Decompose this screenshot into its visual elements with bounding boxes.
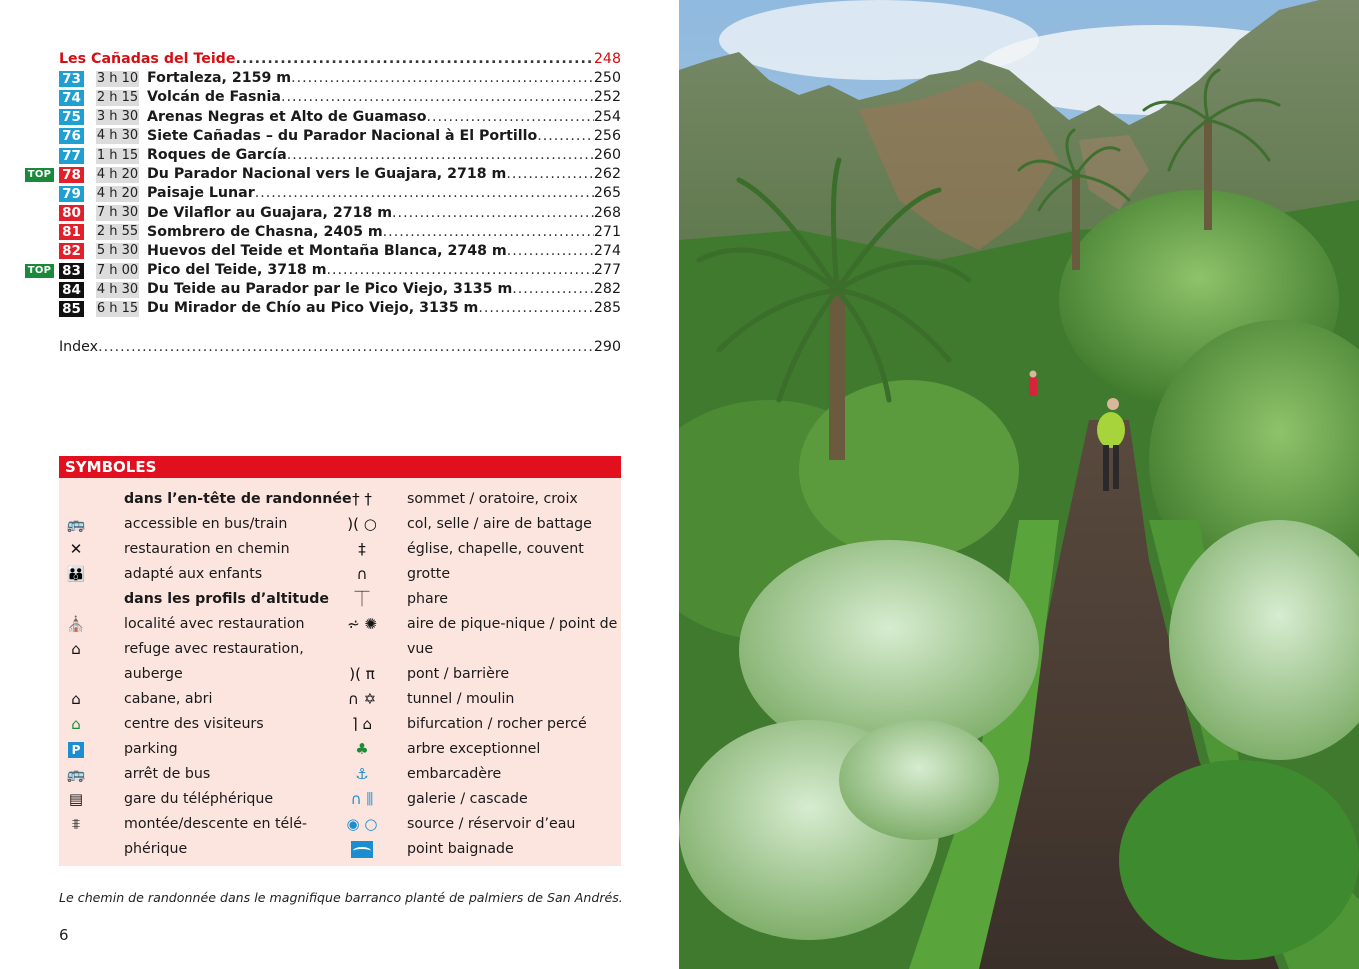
picnic-viewpoint-icon: ⩫ ✺ [347, 615, 377, 633]
toc-route-line[interactable] [59, 127, 621, 146]
route-page: 256 [593, 127, 621, 144]
symbol-description: centre des visiteurs [124, 716, 264, 732]
symbol-row [337, 512, 621, 537]
symbol-description: église, chapelle, couvent [407, 541, 584, 557]
toc-leader-dots [506, 165, 594, 184]
symbol-row [59, 737, 349, 762]
photo-caption: Le chemin de randonnée dans le magnifique barranco planté de palmiers de San Andrés. [59, 890, 623, 905]
symbol-row [337, 562, 621, 587]
pass-saddle-icon: )( ○ [347, 515, 377, 533]
route-title: De Vilaflor au Guajara, 2718 m [147, 204, 393, 221]
symbol-description: localité avec restauration [124, 616, 305, 632]
route-title: Pico del Teide, 3718 m [147, 262, 327, 279]
route-number-badge: 78 [59, 167, 84, 183]
route-number-badge: 81 [59, 224, 84, 240]
parking-icon-glyph: P [68, 742, 84, 758]
symbols-right-column [337, 487, 621, 862]
route-number-badge: 75 [59, 109, 84, 125]
route-page: 285 [593, 300, 621, 317]
symbol-description: galerie / cascade [407, 791, 528, 807]
cave-icon: ∩ [356, 565, 368, 583]
symbol-row [59, 587, 349, 612]
toc-route-line[interactable] [59, 184, 621, 203]
toc-leader-dots [507, 242, 594, 261]
route-duration: 7 h 30 [96, 205, 139, 221]
symbol-row [59, 612, 349, 637]
symbol-description: pont / barrière [407, 666, 510, 682]
toc-route-row [59, 280, 621, 299]
symbol-row [59, 487, 352, 512]
symbol-description: tunnel / moulin [407, 691, 515, 707]
symbol-row [59, 687, 349, 712]
route-duration: 4 h 30 [96, 128, 139, 144]
toc-route-line[interactable] [59, 223, 621, 242]
toc-route-row [27, 165, 621, 184]
symbol-row [59, 762, 349, 787]
photo-barranco-palms [679, 0, 1359, 969]
toc-leader-dots [255, 184, 594, 203]
refuge-icon: ⌂ [71, 640, 81, 658]
symbol-row [59, 637, 349, 662]
symbol-row [337, 762, 621, 787]
toc-route-line[interactable] [59, 280, 621, 299]
toc-route-line[interactable] [59, 242, 621, 261]
symbol-description: gare du téléphérique [124, 791, 274, 807]
cable-car-station-icon: ▤ [68, 790, 84, 808]
toc-index-title: Index [59, 338, 99, 355]
toc-route-row [59, 184, 621, 203]
symbol-row [337, 587, 621, 612]
symbol-description: adapté aux enfants [124, 566, 263, 582]
symbol-description: bifurcation / rocher percé [407, 716, 587, 732]
toc-leader-dots [537, 127, 594, 146]
lighthouse-icon: ⏉ [354, 590, 370, 608]
symbol-row [337, 487, 621, 512]
route-number-badge: 76 [59, 128, 84, 144]
toc-route-row [59, 108, 621, 127]
symbols-legend [59, 478, 621, 866]
tree-icon: ♣ [355, 740, 369, 758]
route-duration: 6 h 15 [96, 301, 139, 317]
route-page: 265 [593, 185, 621, 202]
symbol-row [59, 537, 349, 562]
cutlery-icon: ✕ [69, 540, 83, 558]
symbol-description: col, selle / aire de battage [407, 516, 592, 532]
symbol-description: dans l’en-tête de randonnée [124, 491, 352, 507]
symbol-row [59, 662, 349, 687]
route-duration: 4 h 30 [96, 281, 139, 297]
route-page: 252 [593, 89, 621, 106]
symbols-header: SYMBOLES [59, 456, 621, 478]
toc-route-row [59, 127, 621, 146]
toc-route-row [59, 88, 621, 107]
summit-cross-icon: † † [352, 490, 372, 508]
toc-route-line[interactable] [59, 69, 621, 88]
toc-route-row [27, 261, 621, 280]
route-number-badge: 80 [59, 205, 84, 221]
symbol-row [59, 512, 349, 537]
symbol-description: refuge avec restauration, [124, 641, 304, 657]
toc-leader-dots [512, 280, 594, 299]
route-number-badge: 73 [59, 71, 84, 87]
symbol-row [337, 687, 621, 712]
route-title: Fortaleza, 2159 m [147, 70, 292, 87]
tunnel-mill-icon: ∩ ✡ [347, 690, 377, 708]
toc-route-line[interactable] [59, 108, 621, 127]
route-page: 262 [593, 166, 621, 183]
route-page: 282 [593, 281, 621, 298]
church-icon: ‡ [358, 540, 366, 558]
symbol-row [337, 837, 621, 862]
route-title: Paisaje Lunar [147, 185, 255, 202]
route-title: Volcán de Fasnia [147, 89, 281, 106]
toc-index-page: 290 [593, 338, 621, 355]
bridge-barrier-icon: )( π [349, 665, 375, 683]
symbol-row [59, 787, 349, 812]
route-duration: 2 h 55 [96, 224, 139, 240]
toc-leader-dots [427, 108, 594, 127]
symbols-left-column [59, 487, 352, 862]
toc-index-line[interactable] [59, 338, 621, 357]
route-title: Du Parador Nacional vers le Guajara, 2718 m [147, 166, 507, 183]
symbol-description: grotte [407, 566, 451, 582]
symbol-description: arbre exceptionnel [407, 741, 541, 757]
family-icon: 👪 [66, 565, 86, 583]
route-number-badge: 82 [59, 243, 84, 259]
symbol-description: embarcadère [407, 766, 502, 782]
route-page: 260 [593, 146, 621, 163]
toc-leader-dots [291, 69, 594, 88]
symbol-description: restauration en chemin [124, 541, 290, 557]
route-duration: 4 h 20 [96, 166, 139, 182]
symbol-row [337, 712, 621, 737]
symbol-row [59, 812, 349, 837]
toc-section-title: Les Cañadas del Teide [59, 51, 236, 67]
toc-leader-dots [287, 146, 594, 165]
route-page: 254 [593, 108, 621, 125]
route-title: Du Mirador de Chío au Pico Viejo, 3135 m [147, 300, 479, 317]
cable-car-icon: ⩨ [71, 815, 81, 833]
symbol-row [337, 637, 621, 662]
symbol-description: accessible en bus/train [124, 516, 288, 532]
toc-route-row [59, 223, 621, 242]
toc-leader-dots [392, 204, 594, 223]
fork-rock-arch-icon: ⌉ ⌂ [351, 715, 373, 733]
symbol-description: phare [407, 591, 448, 607]
symbol-description: sommet / oratoire, croix [407, 491, 578, 507]
gallery-waterfall-icon: ∩ ⫼ [350, 790, 374, 808]
hiker-figure-distant [1029, 371, 1037, 397]
route-title: Huevos del Teide et Montaña Blanca, 2748 m [147, 242, 507, 259]
symbol-row [337, 537, 621, 562]
route-title: Du Teide au Parador par le Pico Viejo, 3135 m [147, 281, 513, 298]
symbol-row [337, 737, 621, 762]
page-number: 6 [59, 926, 69, 944]
top-badge: TOP [25, 264, 54, 278]
symbol-description: montée/descente en télé- [124, 816, 308, 832]
toc-route-line[interactable] [59, 204, 621, 223]
spring-reservoir-icon: ◉ ○ [346, 815, 378, 833]
route-duration: 5 h 30 [96, 243, 139, 259]
route-number-badge: 74 [59, 90, 84, 106]
toc-route-line[interactable] [59, 299, 621, 318]
toc-route-line[interactable] [59, 146, 621, 165]
symbol-row [337, 787, 621, 812]
top-badge: TOP [25, 168, 54, 182]
bus-stop-icon: 🚌 [66, 765, 86, 783]
toc-route-row [59, 146, 621, 165]
route-page: 268 [593, 204, 621, 221]
symbol-row [59, 837, 349, 862]
route-duration: 4 h 20 [96, 185, 139, 201]
table-of-contents [27, 50, 621, 357]
symbol-row [337, 812, 621, 837]
toc-leader-dots [281, 88, 594, 107]
symbol-description: source / réservoir d’eau [407, 816, 576, 832]
symbol-description: phérique [124, 841, 188, 857]
hut-icon: ⌂ [71, 690, 81, 708]
route-page: 271 [593, 223, 621, 240]
route-title: Arenas Negras et Alto de Guamaso [147, 108, 427, 125]
symbol-description: arrêt de bus [124, 766, 211, 782]
photo-illustration [679, 0, 1359, 969]
route-title: Roques de García [147, 146, 287, 163]
symbol-description: auberge [124, 666, 183, 682]
route-duration: 3 h 10 [96, 70, 139, 86]
route-number-badge: 84 [59, 282, 84, 298]
route-title: Sombrero de Chasna, 2405 m [147, 223, 383, 240]
toc-route-line[interactable] [59, 261, 621, 280]
symbol-description: point baignade [407, 841, 514, 857]
toc-route-row [59, 204, 621, 223]
route-duration: 1 h 15 [96, 147, 139, 163]
toc-route-line[interactable] [59, 165, 621, 184]
symbol-description: parking [124, 741, 178, 757]
toc-leader-dots [327, 261, 594, 280]
toc-route-row [59, 299, 621, 318]
parking-icon [63, 737, 89, 762]
route-duration: 3 h 30 [96, 109, 139, 125]
toc-route-list [27, 69, 621, 318]
route-page: 274 [593, 242, 621, 259]
village-restaurant-icon: ⛪ [66, 615, 86, 633]
symbol-description: vue [407, 641, 434, 657]
route-duration: 7 h 00 [96, 262, 139, 278]
bathing-icon [337, 837, 387, 862]
route-duration: 2 h 15 [96, 89, 139, 105]
toc-leader-dots [478, 299, 594, 318]
toc-route-row [59, 242, 621, 261]
symbol-row [59, 712, 349, 737]
toc-section-line[interactable] [59, 50, 621, 69]
symbol-row [59, 562, 349, 587]
toc-leader-dots [98, 338, 594, 357]
symbol-description: dans les profils d’altitude [124, 591, 330, 607]
route-title: Siete Cañadas – du Parador Nacional à El Portillo [147, 127, 538, 144]
route-number-badge: 77 [59, 148, 84, 164]
route-number-badge: 79 [59, 186, 84, 202]
visitor-centre-icon: ⌂ [71, 715, 81, 733]
anchor-icon: ⚓ [355, 765, 369, 783]
symbol-description: cabane, abri [124, 691, 213, 707]
route-page: 250 [593, 70, 621, 87]
toc-route-line[interactable] [59, 88, 621, 107]
toc-leader-dots [235, 50, 593, 69]
bus-train-icon: 🚌 [66, 515, 86, 533]
toc-route-row [59, 69, 621, 88]
symbol-description: aire de pique-nique / point de [407, 616, 618, 632]
route-number-badge: 85 [59, 301, 84, 317]
toc-leader-dots [383, 223, 594, 242]
toc-section-page: 248 [593, 51, 621, 67]
symbol-row [337, 612, 621, 637]
route-number-badge: 83 [59, 263, 84, 279]
symbol-row [337, 662, 621, 687]
route-page: 277 [593, 262, 621, 279]
